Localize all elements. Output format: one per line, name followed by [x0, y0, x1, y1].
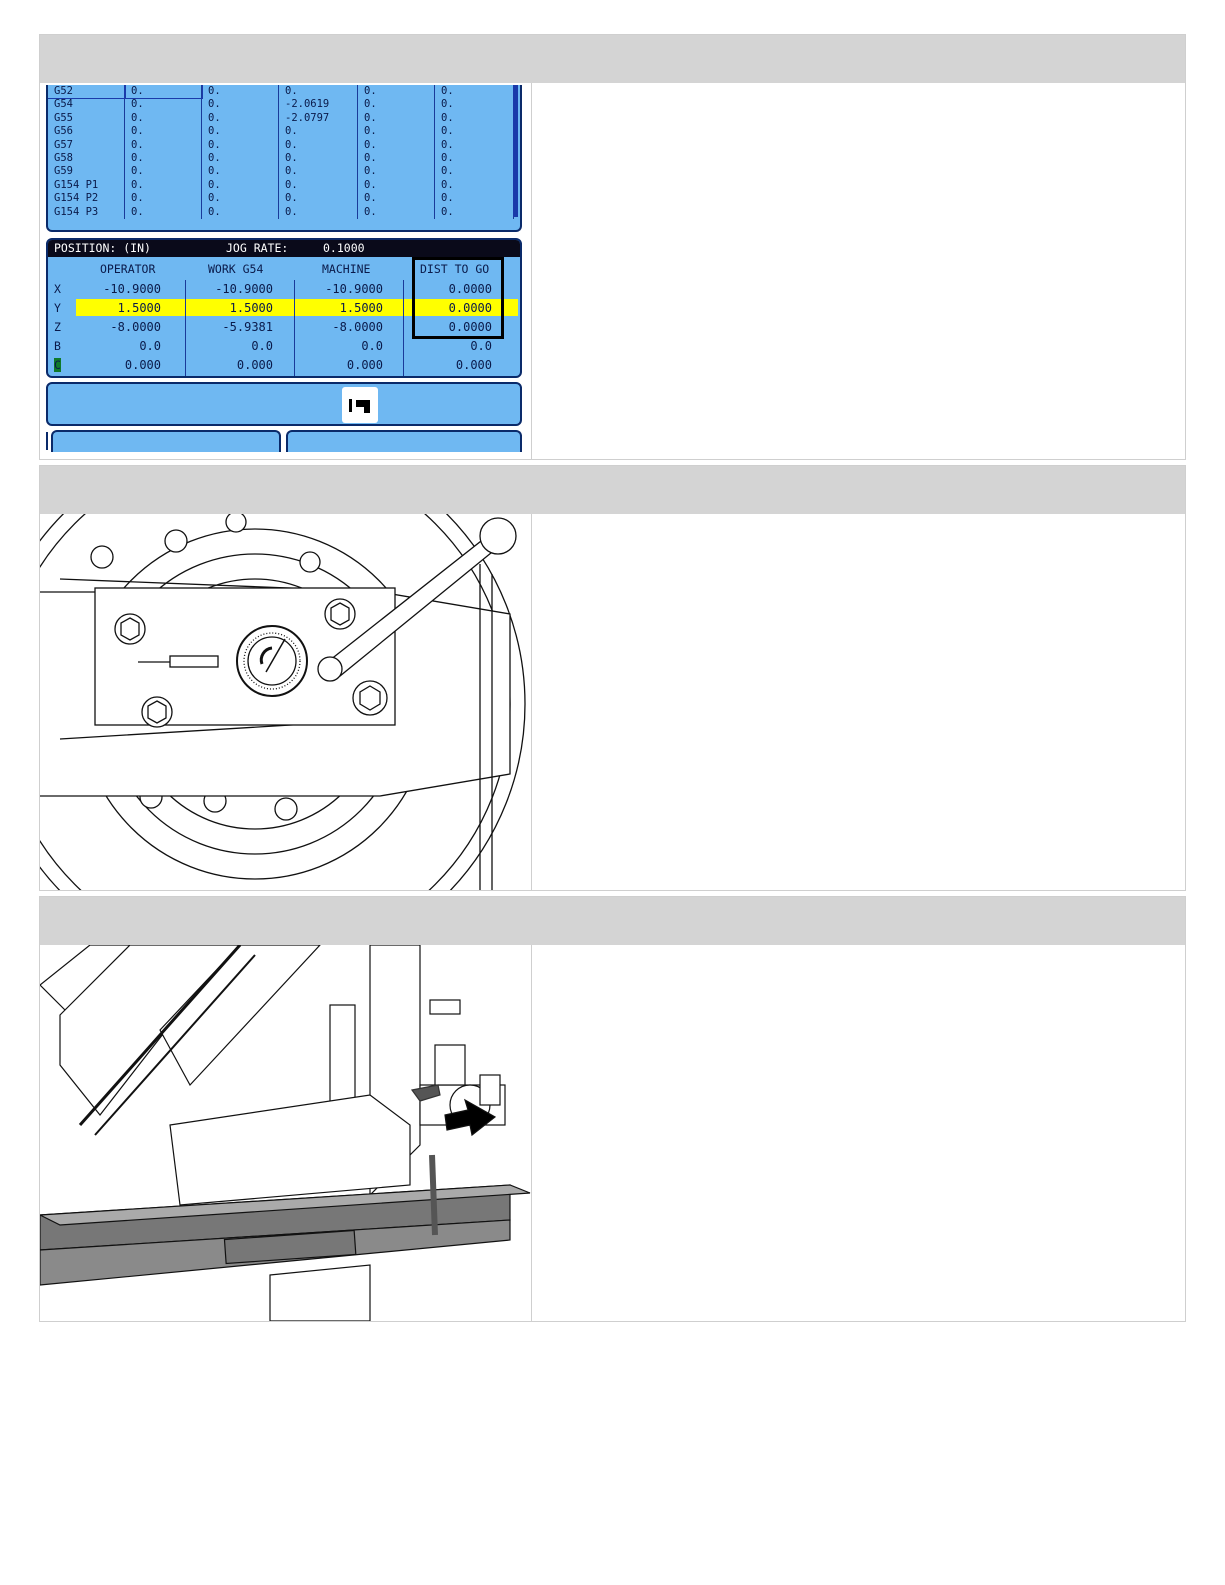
offset-value: 0. [202, 85, 279, 98]
offset-row[interactable] [48, 125, 514, 138]
offset-value: 0. [125, 206, 202, 219]
jog-rate-label: JOG RATE: [226, 241, 289, 255]
offset-name: G55 [48, 112, 125, 125]
offset-value: 0. [125, 112, 202, 125]
offset-value: 0. [279, 179, 358, 192]
axis-value: -5.9381 [222, 320, 273, 334]
offset-value: 0. [358, 165, 435, 178]
axis-value: 1.5000 [339, 301, 383, 315]
offset-value: 0. [358, 192, 435, 205]
step-block-2 [39, 465, 1186, 891]
offset-value: 0. [125, 152, 202, 165]
offset-value: 0. [435, 125, 514, 138]
offset-value: 0. [202, 112, 279, 125]
offset-value: 0. [435, 192, 514, 205]
offset-value: 0. [435, 85, 514, 98]
control-screen [46, 85, 522, 455]
offset-name: G59 [48, 165, 125, 178]
offset-value: 0. [279, 139, 358, 152]
step-header-2 [40, 466, 1185, 514]
offset-name: G52 [48, 85, 125, 98]
icon-bar [46, 382, 522, 426]
offset-value: 0. [202, 152, 279, 165]
offset-table-scrollbar[interactable] [513, 85, 518, 217]
axis-value: -8.0000 [332, 320, 383, 334]
offset-value: 0. [279, 206, 358, 219]
offset-value: 0. [125, 165, 202, 178]
offset-value: 0. [435, 139, 514, 152]
offset-value: 0. [202, 165, 279, 178]
axis-value: 0.0 [361, 339, 383, 353]
dial-indicator-illustration [40, 514, 532, 890]
offset-value: 0. [202, 179, 279, 192]
soft-tab-2[interactable] [286, 430, 522, 452]
offset-value: 0. [202, 206, 279, 219]
step-header-3 [40, 897, 1185, 945]
offset-value: 0. [202, 98, 279, 111]
col-machine: MACHINE [322, 262, 371, 276]
step-text-cell-2 [532, 514, 1185, 890]
offset-name: G54 [48, 98, 125, 111]
offset-value: 0. [125, 139, 202, 152]
offset-row[interactable] [48, 165, 514, 178]
axis-value: 0.000 [236, 358, 273, 372]
col-dist-to-go: DIST TO GO [420, 262, 490, 276]
machine-base-illustration [40, 945, 532, 1321]
offset-value: 0. [358, 85, 435, 98]
col-work: WORK G54 [208, 262, 264, 276]
step-block-1 [39, 34, 1186, 460]
offset-value: 0. [125, 179, 202, 192]
axis-value: 0.0000 [448, 301, 492, 315]
offset-name: G56 [48, 125, 125, 138]
handle-jog-icon[interactable] [342, 387, 378, 423]
step-block-3 [39, 896, 1186, 1322]
position-title: POSITION: (IN) [54, 241, 151, 255]
offset-value: 0. [358, 206, 435, 219]
offset-name: G154 P3 [48, 206, 125, 219]
axis-value: 0.000 [455, 358, 492, 372]
offset-value: 0. [125, 98, 202, 111]
axis-value: -10.9000 [215, 282, 273, 296]
axis-label-c: C [54, 358, 61, 372]
offset-value: -2.0619 [279, 98, 358, 111]
offset-value: 0. [358, 152, 435, 165]
offset-name: G58 [48, 152, 125, 165]
jog-rate-value: 0.1000 [323, 241, 365, 255]
offset-row[interactable] [48, 179, 514, 192]
offset-value: 0. [279, 192, 358, 205]
offset-row[interactable] [48, 192, 514, 205]
offset-value: 0. [358, 179, 435, 192]
axis-value: 0.0000 [448, 320, 492, 334]
axis-value: -10.9000 [325, 282, 383, 296]
position-panel [46, 238, 522, 378]
offset-value: 0. [279, 125, 358, 138]
offset-name: G154 P1 [48, 179, 125, 192]
soft-tab-1[interactable] [51, 430, 281, 452]
col-operator: OPERATOR [100, 262, 156, 276]
offset-value: 0. [435, 179, 514, 192]
offset-value: 0. [358, 98, 435, 111]
dist-to-go-callout-box [412, 257, 504, 339]
offset-value: 0. [202, 125, 279, 138]
offset-name: G57 [48, 139, 125, 152]
offset-value: 0. [125, 125, 202, 138]
axis-label-x: X [54, 282, 61, 296]
offset-row[interactable] [48, 112, 514, 125]
offset-value: 0. [125, 85, 202, 98]
axis-value: 1.5000 [117, 301, 161, 315]
offset-value: 0. [279, 165, 358, 178]
offset-row[interactable] [48, 98, 514, 111]
offset-value: 0. [435, 112, 514, 125]
offset-row[interactable] [48, 85, 514, 98]
work-offset-table [46, 85, 522, 232]
axis-value: 1.5000 [229, 301, 273, 315]
axis-value: 0.0 [251, 339, 273, 353]
offset-value: 0. [435, 152, 514, 165]
axis-value: 0.000 [124, 358, 161, 372]
screen-image-cell [40, 83, 532, 459]
offset-row[interactable] [48, 206, 514, 219]
offset-value: 0. [202, 139, 279, 152]
axis-value: 0.0000 [448, 282, 492, 296]
step-text-cell-1 [532, 83, 1185, 459]
axis-value: 0.0 [139, 339, 161, 353]
offset-value: 0. [435, 165, 514, 178]
axis-value: -8.0000 [110, 320, 161, 334]
offset-value: 0. [358, 125, 435, 138]
offset-value: 0. [358, 139, 435, 152]
offset-value: -2.0797 [279, 112, 358, 125]
axis-label-b: B [54, 339, 61, 353]
axis-value: 0.000 [346, 358, 383, 372]
offset-value: 0. [279, 85, 358, 98]
offset-value: 0. [435, 98, 514, 111]
axis-label-y: Y [54, 301, 61, 315]
axis-label-z: Z [54, 320, 61, 334]
offset-value: 0. [202, 192, 279, 205]
offset-value: 0. [358, 112, 435, 125]
offset-value: 0. [279, 152, 358, 165]
axis-value: 0.0 [470, 339, 492, 353]
offset-row[interactable] [48, 152, 514, 165]
offset-value: 0. [125, 192, 202, 205]
offset-row[interactable] [48, 139, 514, 152]
step-header-1 [40, 35, 1185, 83]
offset-name: G154 P2 [48, 192, 125, 205]
offset-value: 0. [435, 206, 514, 219]
axis-value: -10.9000 [103, 282, 161, 296]
step-text-cell-3 [532, 945, 1185, 1321]
